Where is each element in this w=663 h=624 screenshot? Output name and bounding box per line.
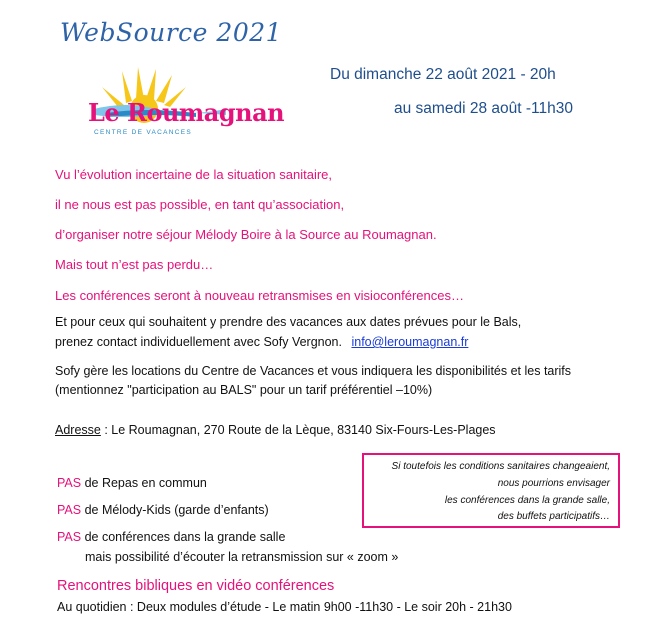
restriction-text: de Repas en commun <box>81 476 207 490</box>
intro-line: d’organiser notre séjour Mélody Boire à la Source au Roumagnan. <box>55 227 437 242</box>
restriction-text: de Mélody-Kids (garde d’enfants) <box>81 503 269 517</box>
bible-heading: Rencontres bibliques en vidéo conférences <box>57 578 335 594</box>
restriction-note: mais possibilité d’écouter la retransmission sur « zoom » <box>85 550 399 564</box>
contact-text: prenez contact individuellement avec Sofy Vergnon. <box>55 335 342 349</box>
logo-name: Le Roumagnan <box>88 98 285 127</box>
restriction-text: de conférences dans la grande salle <box>81 530 286 544</box>
intro-line: Les conférences seront à nouveau retransmises en visioconférences… <box>55 288 464 303</box>
restriction-item <box>57 530 285 544</box>
notice-line: des buffets participatifs… <box>497 511 610 522</box>
notice-line: nous pourrions envisager <box>497 478 610 489</box>
address <box>55 423 496 437</box>
address-label: Adresse <box>55 423 101 437</box>
contact-line: Sofy gère les locations du Centre de Vacances et vous indiquera les disponibilités et les tarifs <box>55 364 572 378</box>
date-start: Du dimanche 22 août 2021 - 20h <box>330 66 556 83</box>
notice-line: Si toutefois les conditions sanitaires changeaient, <box>391 461 610 472</box>
intro-line: Mais tout n’est pas perdu… <box>55 257 214 272</box>
address-value: : Le Roumagnan, 270 Route de la Lèque, 83140 Six-Fours-Les-Plages <box>100 423 496 437</box>
restriction-item <box>57 476 207 490</box>
intro-line: il ne nous est pas possible, en tant qu’association, <box>55 197 345 212</box>
le-roumagnan-logo <box>86 65 285 143</box>
restriction-item <box>57 503 269 517</box>
pas-label: PAS <box>57 503 82 517</box>
pas-label: PAS <box>57 476 82 490</box>
contact-line: (mentionnez "participation au BALS" pour un tarif préférentiel –10%) <box>55 383 433 397</box>
contact-line-with-email <box>55 335 468 349</box>
contact-line: Et pour ceux qui souhaitent y prendre des vacances aux dates prévues pour le Bals, <box>55 315 522 329</box>
email-link[interactable]: info@leroumagnan.fr <box>351 335 469 349</box>
date-end: au samedi 28 août -11h30 <box>394 100 573 117</box>
pas-label: PAS <box>57 530 82 544</box>
notice-line: les conférences dans la grande salle, <box>444 495 610 506</box>
logo-subtitle: CENTRE DE VACANCES <box>94 129 193 136</box>
bible-schedule: Au quotidien : Deux modules d’étude - Le matin 9h00 -11h30 - Le soir 20h - 21h30 <box>57 600 512 614</box>
page-title: WebSource 2021 <box>60 18 283 47</box>
notice-box <box>362 453 620 528</box>
intro-line: Vu l’évolution incertaine de la situation sanitaire, <box>55 167 333 182</box>
